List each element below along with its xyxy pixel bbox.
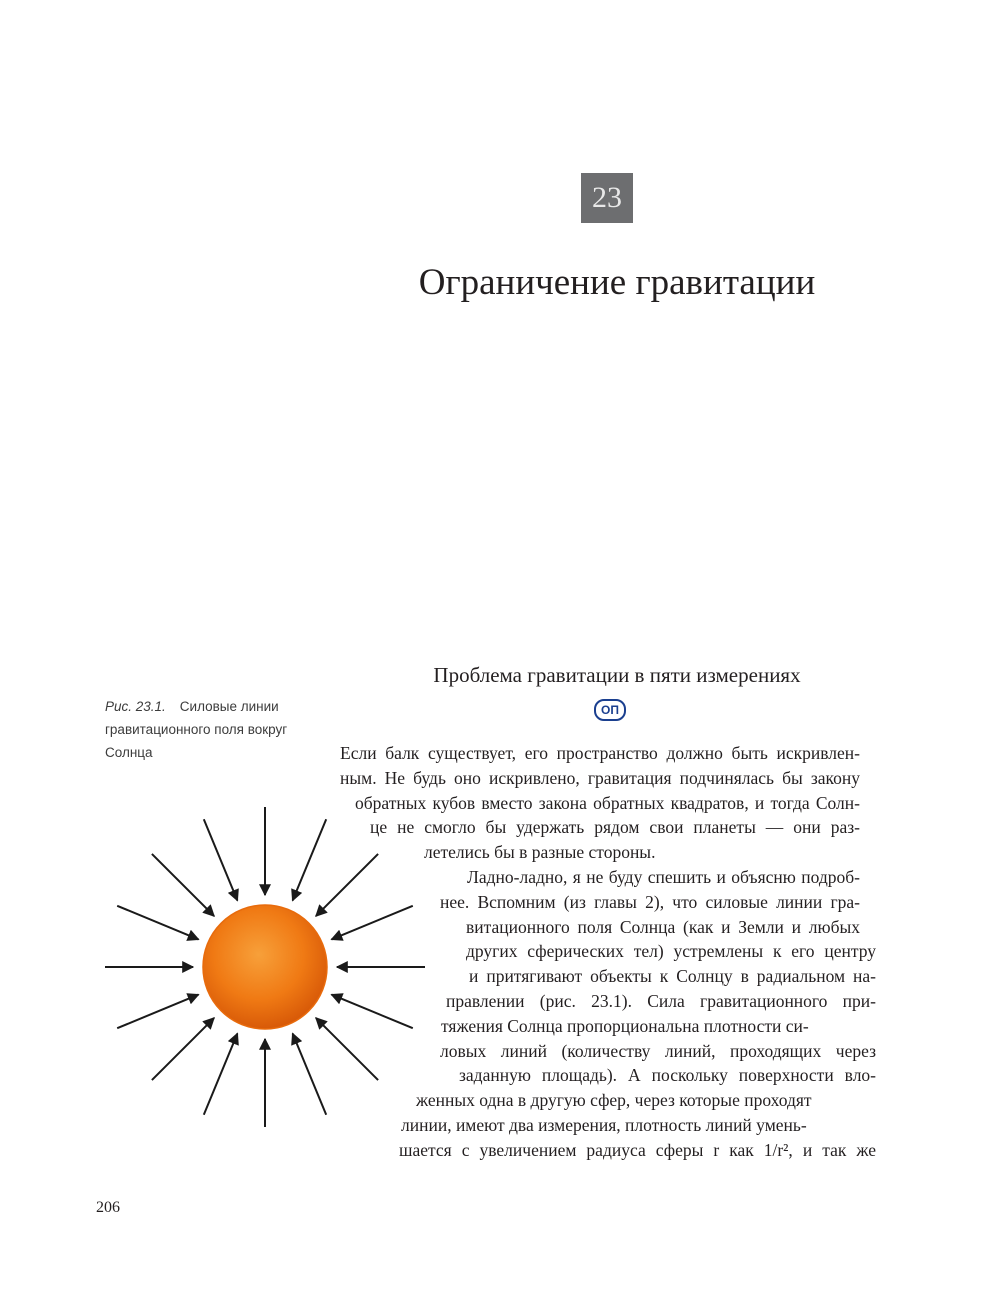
field-line-arrow-icon (332, 995, 413, 1029)
body-line: летелись бы в разные стороны. (424, 842, 656, 863)
field-line-arrow-icon (117, 995, 198, 1029)
body-line: нее. Вспомним (из главы 2), что силовые линии гра- (440, 891, 860, 912)
body-line: обратных кубов вместо закона обратных квадратов, и тогда Солн- (355, 792, 860, 813)
field-line-arrow-icon (316, 1018, 378, 1080)
field-line-arrow-icon (293, 1034, 327, 1115)
field-line-arrow-icon (316, 854, 378, 916)
op-badge-icon: ОП (594, 699, 626, 721)
body-line: женных одна в другую сфер, через которые проходят (416, 1090, 812, 1111)
section-title: Проблема гравитации в пяти измерениях (433, 663, 801, 687)
body-line: других сферических тел) устремлены к его центру (466, 941, 876, 962)
body-line: заданную площадь). А поскольку поверхности вло- (459, 1065, 876, 1086)
body-line: линии, имеют два измерения, плотность линий умень- (401, 1115, 807, 1135)
field-line-arrow-icon (117, 906, 198, 940)
chapter-number: 23 (581, 173, 633, 223)
body-line: це не смогло бы удержать рядом свои планеты — они раз- (370, 817, 860, 838)
field-line-arrow-icon (204, 819, 238, 900)
figure-caption-text: Силовые линии гравитационного поля вокруг Солнца (105, 699, 288, 760)
body-line: шается с увеличением радиуса сферы r как 1/r², и так же (399, 1139, 876, 1160)
field-line-arrow-icon (204, 1034, 238, 1115)
page-number: 206 (96, 1199, 120, 1216)
body-line: Если балк существует, его пространство должно быть искривлен- (340, 743, 860, 763)
field-line-arrow-icon (152, 1018, 214, 1080)
body-line: ным. Не будь оно искривлено, гравитация подчинялась бы закону (340, 767, 860, 788)
figure-label: Рис. 23.1. (105, 699, 166, 714)
field-line-arrow-icon (152, 854, 214, 916)
field-line-arrow-icon (332, 906, 413, 940)
body-line: и притягивают объекты к Солнцу в радиальном на- (469, 966, 876, 987)
body-line: правлении (рис. 23.1). Сила гравитационного при- (446, 991, 876, 1011)
body-line: Ладно-ладно, я не буду спешить и объясню подроб- (467, 867, 860, 887)
body-line: витационного поля Солнца (как и Земли и любых (466, 916, 860, 937)
field-line-arrow-icon (293, 819, 327, 900)
body-line: ловых линий (количеству линий, проходящих через (440, 1040, 876, 1061)
body-line: тяжения Солнца пропорциональна плотности си- (441, 1015, 809, 1036)
chapter-title: Ограничение гравитации (418, 262, 816, 303)
